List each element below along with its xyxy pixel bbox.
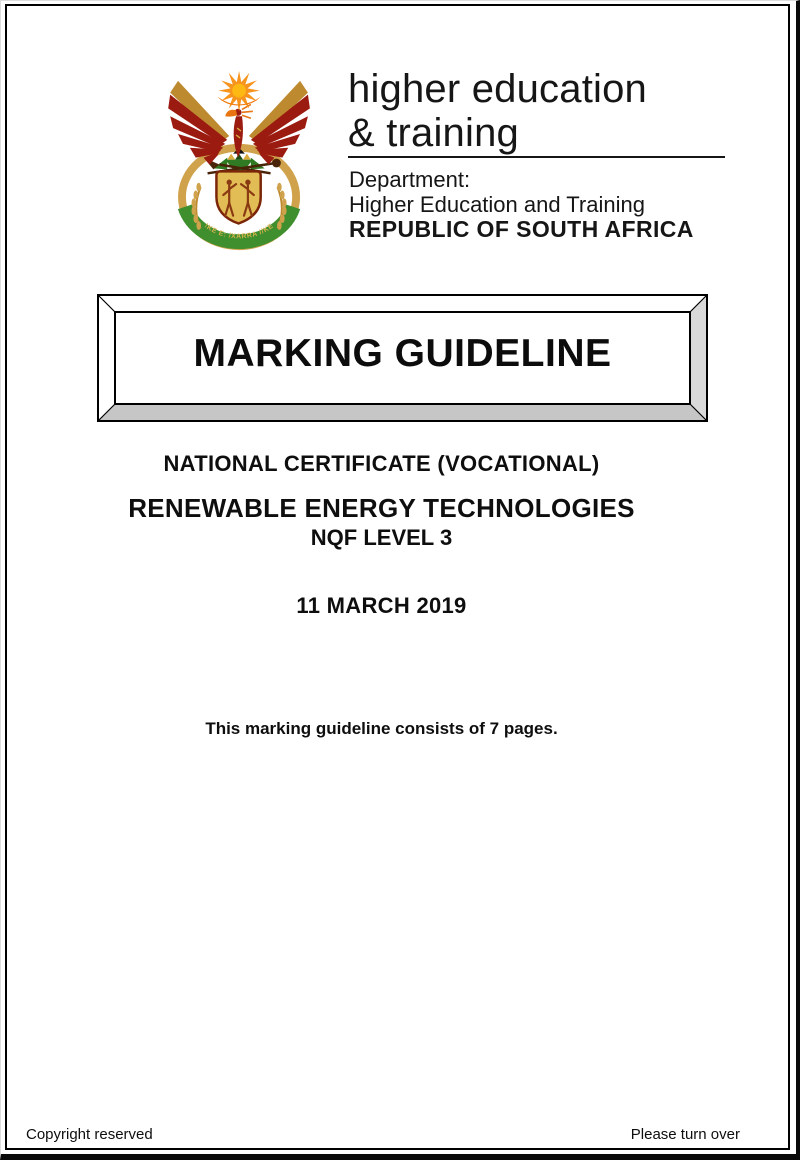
dhet-wordmark: [348, 67, 647, 155]
document-title: MARKING GUIDELINE: [193, 332, 612, 375]
copyright-text: Copyright reserved: [26, 1126, 153, 1143]
department-name: Higher Education and Training: [349, 192, 645, 217]
exam-date: 11 MARCH 2019: [296, 593, 467, 618]
pages-note: This marking guideline consists of 7 pages.: [205, 719, 558, 738]
department-label: Department:: [349, 167, 471, 192]
department-block: [349, 167, 694, 242]
turn-over-text: Please turn over: [630, 1126, 740, 1143]
certificate-heading: NATIONAL CERTIFICATE (VOCATIONAL): [163, 451, 600, 476]
sun-icon: [217, 71, 260, 111]
subject-heading: RENEWABLE ENERGY TECHNOLOGIES: [128, 493, 635, 523]
header-divider: [348, 156, 725, 158]
shield-icon: [216, 171, 260, 223]
nqf-level-heading: NQF LEVEL 3: [310, 525, 453, 550]
title-box: [97, 294, 708, 422]
wordmark-line2: & training: [348, 111, 519, 155]
country-name: REPUBLIC OF SOUTH AFRICA: [349, 216, 694, 242]
emblem-motto: !KE E: /XARRA //KE: [202, 222, 276, 241]
wordmark-line1: higher education: [348, 67, 647, 111]
coat-of-arms-icon: [168, 71, 316, 256]
